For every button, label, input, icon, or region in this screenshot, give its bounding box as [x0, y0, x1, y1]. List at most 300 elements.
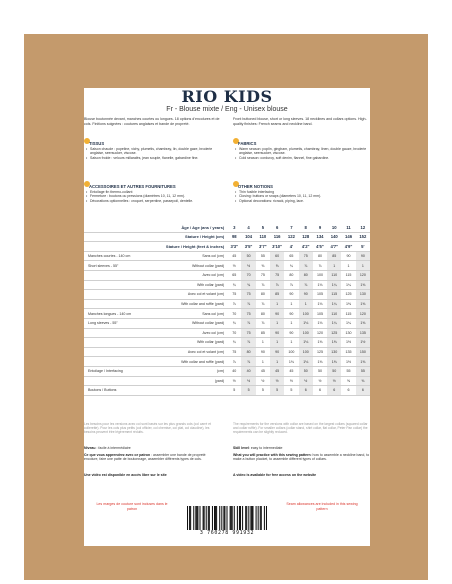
table-cell: 1⅝	[356, 357, 370, 367]
table-cell: 5'	[356, 242, 370, 252]
barcode-bar	[221, 506, 222, 530]
table-row	[84, 251, 370, 261]
table-row	[84, 280, 370, 290]
table-cell: 110	[327, 309, 341, 319]
barcode-bar	[258, 506, 259, 530]
table-cell: 1⅜	[313, 357, 327, 367]
table-cell: ⅞	[270, 280, 284, 290]
table-cell: 3'5"	[241, 242, 255, 252]
table-row-label: Without collar (yard)	[144, 318, 227, 328]
barcode-bar	[240, 506, 241, 530]
table-row-label: Without collar (yard)	[144, 261, 227, 271]
table-group-label	[84, 290, 144, 300]
table-cell: ¾	[227, 280, 241, 290]
pattern-title: RIO KIDS	[181, 88, 273, 106]
table-cell: 80	[299, 270, 313, 280]
table-cell: 130	[341, 328, 355, 338]
table-cell: 75	[227, 347, 241, 357]
table-group-label: Long sleeves - 55"	[84, 318, 144, 328]
table-group-label	[84, 280, 144, 290]
learn-label: Ce que vous apprendrez avec ce patron	[84, 453, 151, 457]
table-cell: 1	[270, 318, 284, 328]
table-row-label: Stature / Height (cm)	[144, 232, 227, 242]
table-cell: 80	[284, 270, 298, 280]
list-item: • Closing: buttons or snaps (diameters 10, 11, 12 mm).	[235, 194, 370, 198]
table-row	[84, 318, 370, 328]
section-title-notions: OTHER NOTIONS	[238, 184, 273, 189]
table-cell: 7	[284, 223, 298, 232]
table-cell: 6	[356, 386, 370, 396]
table-cell: 1⅛	[313, 280, 327, 290]
table-cell: 1½	[341, 338, 355, 348]
table-cell: ½	[256, 376, 270, 386]
list-item: • Fermeture : boutons ou pressions (diamètres 10, 11, 12 mm).	[86, 194, 220, 198]
table-cell: 90	[270, 347, 284, 357]
table-row	[84, 386, 370, 396]
table-cell: ⅞	[227, 299, 241, 309]
table-group-label: Manches longues - 140 cm	[84, 309, 144, 319]
barcode-bar	[264, 506, 265, 530]
table-cell: 4'9"	[341, 242, 355, 252]
list-item: • Cold season: corduroy, soft denim, flannel, fine gabardine.	[235, 156, 370, 160]
barcode-bar	[256, 506, 257, 530]
table-group-label: Short sleeves - 55"	[84, 261, 144, 271]
table-cell: 100	[284, 347, 298, 357]
table-cell: 134	[313, 232, 327, 242]
barcode-bar	[206, 506, 207, 530]
table-cell: 100	[313, 270, 327, 280]
table-cell: 1⅛	[299, 357, 313, 367]
learn-english	[233, 453, 370, 462]
section-title-tissus: TISSUS	[89, 141, 105, 146]
table-cell: 90	[341, 251, 355, 261]
table-cell: 100	[299, 347, 313, 357]
table-cell: 75	[227, 290, 241, 300]
table-cell: 55	[256, 251, 270, 261]
table-cell: 125	[313, 347, 327, 357]
barcode-bar	[237, 506, 238, 530]
table-cell: 90	[284, 328, 298, 338]
learn-french	[84, 453, 220, 462]
table-cell: 4'	[284, 242, 298, 252]
table-group-label	[84, 357, 144, 367]
barcode-bar	[248, 506, 249, 530]
table-cell: 6	[270, 223, 284, 232]
barcode-bar	[226, 506, 227, 530]
table-cell: 1	[356, 261, 370, 271]
table-cell: 3'7"	[256, 242, 270, 252]
table-cell: 12	[356, 223, 370, 232]
table-cell: 70	[227, 328, 241, 338]
table-cell: 90	[270, 309, 284, 319]
barcode-bar	[212, 506, 213, 530]
table-cell: 45	[270, 366, 284, 376]
table-cell: ⅞	[299, 280, 313, 290]
table-cell: 98	[227, 232, 241, 242]
table-cell: 152	[356, 232, 370, 242]
level-french	[84, 446, 220, 450]
table-cell: 146	[341, 232, 355, 242]
barcode-bar	[216, 506, 217, 530]
barcode-bar	[219, 506, 220, 530]
table-cell: ⅝	[341, 376, 355, 386]
table-cell: 90	[356, 251, 370, 261]
fabrics-list	[235, 147, 370, 160]
table-cell: ¾	[227, 338, 241, 348]
table-cell: 5	[256, 386, 270, 396]
table-row-label: Avec col et volant (cm)	[144, 290, 227, 300]
table-cell: 8	[299, 223, 313, 232]
barcode-bar	[193, 506, 194, 530]
table-cell: 115	[341, 309, 355, 319]
table-cell: 9	[313, 223, 327, 232]
table-cell: 4'7"	[327, 242, 341, 252]
table-cell: ¾	[284, 261, 298, 271]
table-row	[84, 261, 370, 271]
barcode-bar	[209, 506, 210, 530]
table-cell: 5	[256, 223, 270, 232]
table-cell	[84, 242, 144, 252]
table-row-label: Avec col (cm)	[144, 270, 227, 280]
table-row-label: Âge / Age (ans / years)	[144, 223, 227, 232]
barcode-bar	[251, 506, 252, 530]
fournitures-list	[86, 190, 220, 203]
table-cell: ½	[284, 376, 298, 386]
table-cell: 6	[299, 386, 313, 396]
table-cell: 6	[313, 386, 327, 396]
table-group-label	[84, 299, 144, 309]
table-cell: ⅞	[299, 261, 313, 271]
table-cell: 1⅜	[327, 338, 341, 348]
table-cell: ⅝	[270, 261, 284, 271]
table-group-label: Boutons / Buttons	[84, 386, 144, 396]
table-row	[84, 309, 370, 319]
list-item: • Décorations optionnelles : croquet, serpentine, passepoil, dentelle.	[86, 199, 220, 203]
table-cell: 130	[327, 347, 341, 357]
table-row	[84, 366, 370, 376]
table-row-label: (yard)	[144, 376, 227, 386]
video-note-french: Une vidéo est disponible en accès libre sur le site	[84, 473, 167, 477]
barcode-bar	[250, 506, 251, 530]
table-header-row	[84, 223, 370, 232]
barcode-bar	[204, 506, 205, 530]
table-cell: 1¼	[341, 280, 355, 290]
level-english	[233, 446, 370, 450]
table-cell: 125	[327, 328, 341, 338]
barcode-bar	[197, 506, 198, 530]
table-cell: 70	[241, 270, 255, 280]
table-cell: 1¼	[341, 318, 355, 328]
pattern-info-sheet	[84, 88, 370, 546]
table-cell: ⅞	[256, 299, 270, 309]
table-cell: 1¼	[327, 280, 341, 290]
barcode-bar	[261, 506, 262, 530]
video-note-english: A video is available for free access on the website	[233, 473, 317, 477]
barcode-bar	[215, 506, 216, 530]
table-cell: 1⅜	[356, 318, 370, 328]
table-cell: 115	[327, 290, 341, 300]
table-cell: ½	[227, 261, 241, 271]
learn-value: : assembler une bande de propreté encolure, faire une patte de boutonnage, assembler différents types de cols.	[84, 453, 206, 462]
barcode-bar	[231, 506, 232, 530]
table-cell: 60	[270, 251, 284, 261]
barcode-bar	[189, 506, 190, 530]
table-cell: 1	[299, 299, 313, 309]
table-cell: ½	[241, 261, 255, 271]
table-row-label: With collar and ruffle (yard)	[144, 357, 227, 367]
table-cell: 1⅜	[313, 338, 327, 348]
table-cell: 1½	[341, 357, 355, 367]
collar-note-french: Les besoins pour les versions avec col sont basés sur les plus grands cols (col carré et collerette). Pour les cols plus petits (col officier, col chemise, col plat, col claudine), les besoins peuvent être légèrement réduits.	[84, 422, 211, 435]
table-row	[84, 290, 370, 300]
table-cell: 75	[241, 290, 255, 300]
table-row	[84, 347, 370, 357]
table-cell: 1	[284, 338, 298, 348]
barcode-bar	[230, 506, 231, 530]
table-cell: 1⅜	[327, 357, 341, 367]
table-cell: 1	[256, 338, 270, 348]
table-cell: 140	[327, 232, 341, 242]
table-cell: 100	[299, 328, 313, 338]
list-item: • Saison froide : velours millaralés, jean souple, flanelle, gabardine fine.	[86, 156, 220, 160]
barcode-graphic	[187, 506, 267, 530]
table-row-label: (cm)	[144, 366, 227, 376]
barcode-bar	[223, 506, 224, 530]
table-cell: 55	[356, 366, 370, 376]
table-row-label: With collar (yard)	[144, 338, 227, 348]
barcode-number: 3 760278 991932	[199, 530, 255, 536]
barcode-bar	[252, 506, 253, 530]
table-cell: 50	[313, 366, 327, 376]
barcode-bar	[199, 506, 200, 530]
table-cell: 128	[299, 232, 313, 242]
table-cell	[84, 223, 144, 232]
table-cell: 75	[256, 270, 270, 280]
table-cell: 120	[356, 270, 370, 280]
table-cell: 5	[270, 386, 284, 396]
table-cell: 90	[299, 290, 313, 300]
table-cell: 75	[299, 251, 313, 261]
table-cell: 90	[256, 347, 270, 357]
table-cell: 85	[256, 328, 270, 338]
table-row-label: Sans col (cm)	[144, 251, 227, 261]
table-cell: 5	[227, 386, 241, 396]
table-cell: 80	[256, 290, 270, 300]
table-cell: 6	[327, 386, 341, 396]
tissus-list	[86, 147, 220, 160]
table-cell: 1	[327, 261, 341, 271]
barcode-bar	[234, 506, 235, 530]
table-cell: 1⅛	[313, 299, 327, 309]
table-cell: 4'5"	[313, 242, 327, 252]
table-cell: 116	[270, 232, 284, 242]
table-cell: 1½	[356, 338, 370, 348]
table-cell: 122	[284, 232, 298, 242]
table-row-label	[144, 386, 227, 396]
table-cell: 75	[241, 328, 255, 338]
table-row	[84, 299, 370, 309]
table-cell: 65	[284, 251, 298, 261]
table-cell: 1⅜	[356, 299, 370, 309]
table-cell: 45	[284, 366, 298, 376]
barcode-bar	[242, 506, 243, 530]
table-cell: 130	[356, 290, 370, 300]
table-group-label	[84, 347, 144, 357]
level-value: : easy to intermediate	[248, 446, 283, 450]
list-item: • Thin fusible interfacing	[235, 190, 370, 194]
barcode-bar	[246, 506, 247, 530]
table-cell: ⅞	[313, 261, 327, 271]
table-cell: 1⅜	[356, 280, 370, 290]
table-cell: ⅞	[241, 299, 255, 309]
table-row	[84, 270, 370, 280]
table-cell: 105	[313, 290, 327, 300]
seam-allowance-french: Les marges de couture sont incluses dans le patron	[96, 502, 168, 511]
table-cell: 1⅛	[284, 357, 298, 367]
seam-allowance-english: Seam allowances are included in this sewing pattern	[286, 502, 358, 511]
table-cell: 110	[256, 232, 270, 242]
table-cell: 1¼	[327, 299, 341, 309]
table-cell: ½	[299, 376, 313, 386]
table-cell: 55	[341, 366, 355, 376]
barcode-bar	[245, 506, 246, 530]
table-group-label: Manches courtes - 140 cm	[84, 251, 144, 261]
table-cell: 75	[270, 270, 284, 280]
table-cell: 110	[327, 270, 341, 280]
table-cell: 90	[284, 309, 298, 319]
level-label: Skill level	[233, 446, 249, 450]
table-cell: 104	[241, 232, 255, 242]
table-cell: ⅝	[256, 261, 270, 271]
table-group-label	[84, 338, 144, 348]
table-row-label: With collar and ruffle (yard)	[144, 299, 227, 309]
table-cell: 45	[256, 366, 270, 376]
table-cell: ⅞	[241, 357, 255, 367]
collar-note-english: The requirements for the versions with collar are based on the largest collars (squared collar and collar ruffle). For smaller collars (collar stand, shirt collar, flat collar, Peter Pan collar) the requirements can be slightly reduced.	[233, 422, 368, 435]
table-cell: ⅞	[241, 338, 255, 348]
table-cell: 5	[284, 386, 298, 396]
table-cell: 1⅛	[299, 318, 313, 328]
barcode-bar	[260, 506, 261, 530]
table-header-row	[84, 242, 370, 252]
table-cell: ¾	[241, 280, 255, 290]
pattern-subtitle: Fr - Blouse mixte / Eng - Unisex blouse	[166, 106, 288, 113]
table-cell: 70	[227, 309, 241, 319]
table-cell: 50	[241, 251, 255, 261]
table-cell: 65	[227, 270, 241, 280]
table-cell: 1	[270, 338, 284, 348]
table-row-label: Stature / Height (feet & inches)	[144, 242, 227, 252]
level-label: Niveau	[84, 446, 96, 450]
intro-french: Blouse boutonnée devant, manches courtes ou longues. 18 options d'encolures et de cols. Finitions soignées : coutures anglaises et bande de propreté.	[84, 117, 220, 126]
table-cell: 1	[284, 299, 298, 309]
table-cell: 120	[313, 328, 327, 338]
table-cell: 10	[327, 223, 341, 232]
barcode-bar	[224, 506, 225, 530]
table-cell: 4	[241, 223, 255, 232]
barcode-bar	[187, 506, 188, 530]
table-cell: 1	[256, 357, 270, 367]
table-cell: 100	[299, 309, 313, 319]
table-cell: 135	[356, 328, 370, 338]
table-cell: 50	[299, 366, 313, 376]
table-cell: 40	[227, 366, 241, 376]
table-group-label	[84, 376, 144, 386]
learn-label: What you will practice with this sewing pattern	[233, 453, 311, 457]
table-row	[84, 357, 370, 367]
table-cell: 3'10"	[270, 242, 284, 252]
table-cell: 1⅜	[341, 299, 355, 309]
table-cell: 1⅛	[299, 338, 313, 348]
table-row	[84, 328, 370, 338]
table-cell: ⅞	[227, 357, 241, 367]
table-cell: ⅞	[284, 280, 298, 290]
section-title-fabrics: FABRICS	[238, 141, 257, 146]
table-cell: 45	[227, 251, 241, 261]
table-cell: 150	[356, 347, 370, 357]
table-cell: 5	[241, 386, 255, 396]
table-row-label: Avec col et volant (cm)	[144, 347, 227, 357]
table-group-label	[84, 328, 144, 338]
barcode-bar	[190, 506, 191, 530]
table-cell: ⅞	[241, 318, 255, 328]
list-item: • Warm season: poplin, gingham, plumetis, chambray, linen, double gauze, broderie anglaise, seersucker, viscose.	[235, 147, 370, 156]
table-cell: 80	[241, 347, 255, 357]
table-cell: 1⅛	[313, 318, 327, 328]
table-row-label: Sans col (cm)	[144, 309, 227, 319]
table-cell: 75	[241, 309, 255, 319]
table-cell: 1	[341, 261, 355, 271]
table-cell: 1	[270, 299, 284, 309]
barcode-bar	[239, 506, 240, 530]
notions-list	[235, 190, 370, 203]
intro-english: Front buttoned blouse, short or long sleeves. 18 necklines and collars options. High-quality finishes: French seams and neckline band.	[233, 117, 367, 126]
barcode-bar	[208, 506, 209, 530]
table-cell: 85	[270, 290, 284, 300]
section-title-fournitures: ACCESSOIRES ET AUTRES FOURNITURES	[89, 184, 176, 189]
table-header-row	[84, 232, 370, 242]
barcode-bar	[196, 506, 197, 530]
table-cell: 80	[256, 309, 270, 319]
table-cell: 11	[341, 223, 355, 232]
table-cell: 1	[284, 318, 298, 328]
table-row	[84, 338, 370, 348]
table-cell: ⅝	[356, 376, 370, 386]
table-cell: 85	[327, 251, 341, 261]
table-cell: ½	[313, 376, 327, 386]
table-row-label: Avec col (cm)	[144, 328, 227, 338]
table-cell: 115	[341, 270, 355, 280]
barcode-bar	[232, 506, 233, 530]
table-cell: 125	[341, 290, 355, 300]
level-value: : facile à intermédiaire	[95, 446, 131, 450]
table-cell: 120	[356, 309, 370, 319]
table-cell	[84, 232, 144, 242]
table-cell: ⅞	[256, 280, 270, 290]
barcode-bar	[203, 506, 204, 530]
table-cell: ½	[327, 376, 341, 386]
table-group-label	[84, 270, 144, 280]
list-item: • Entoilage fin thermo-collant	[86, 190, 220, 194]
table-group-label: Entoilage / Interfacing	[84, 366, 144, 376]
table-cell: 4'2"	[299, 242, 313, 252]
table-cell: 50	[327, 366, 341, 376]
table-cell: 90	[270, 328, 284, 338]
table-cell: ¾	[227, 318, 241, 328]
table-cell: ½	[270, 376, 284, 386]
barcode-bar	[195, 506, 196, 530]
table-cell: 105	[313, 309, 327, 319]
